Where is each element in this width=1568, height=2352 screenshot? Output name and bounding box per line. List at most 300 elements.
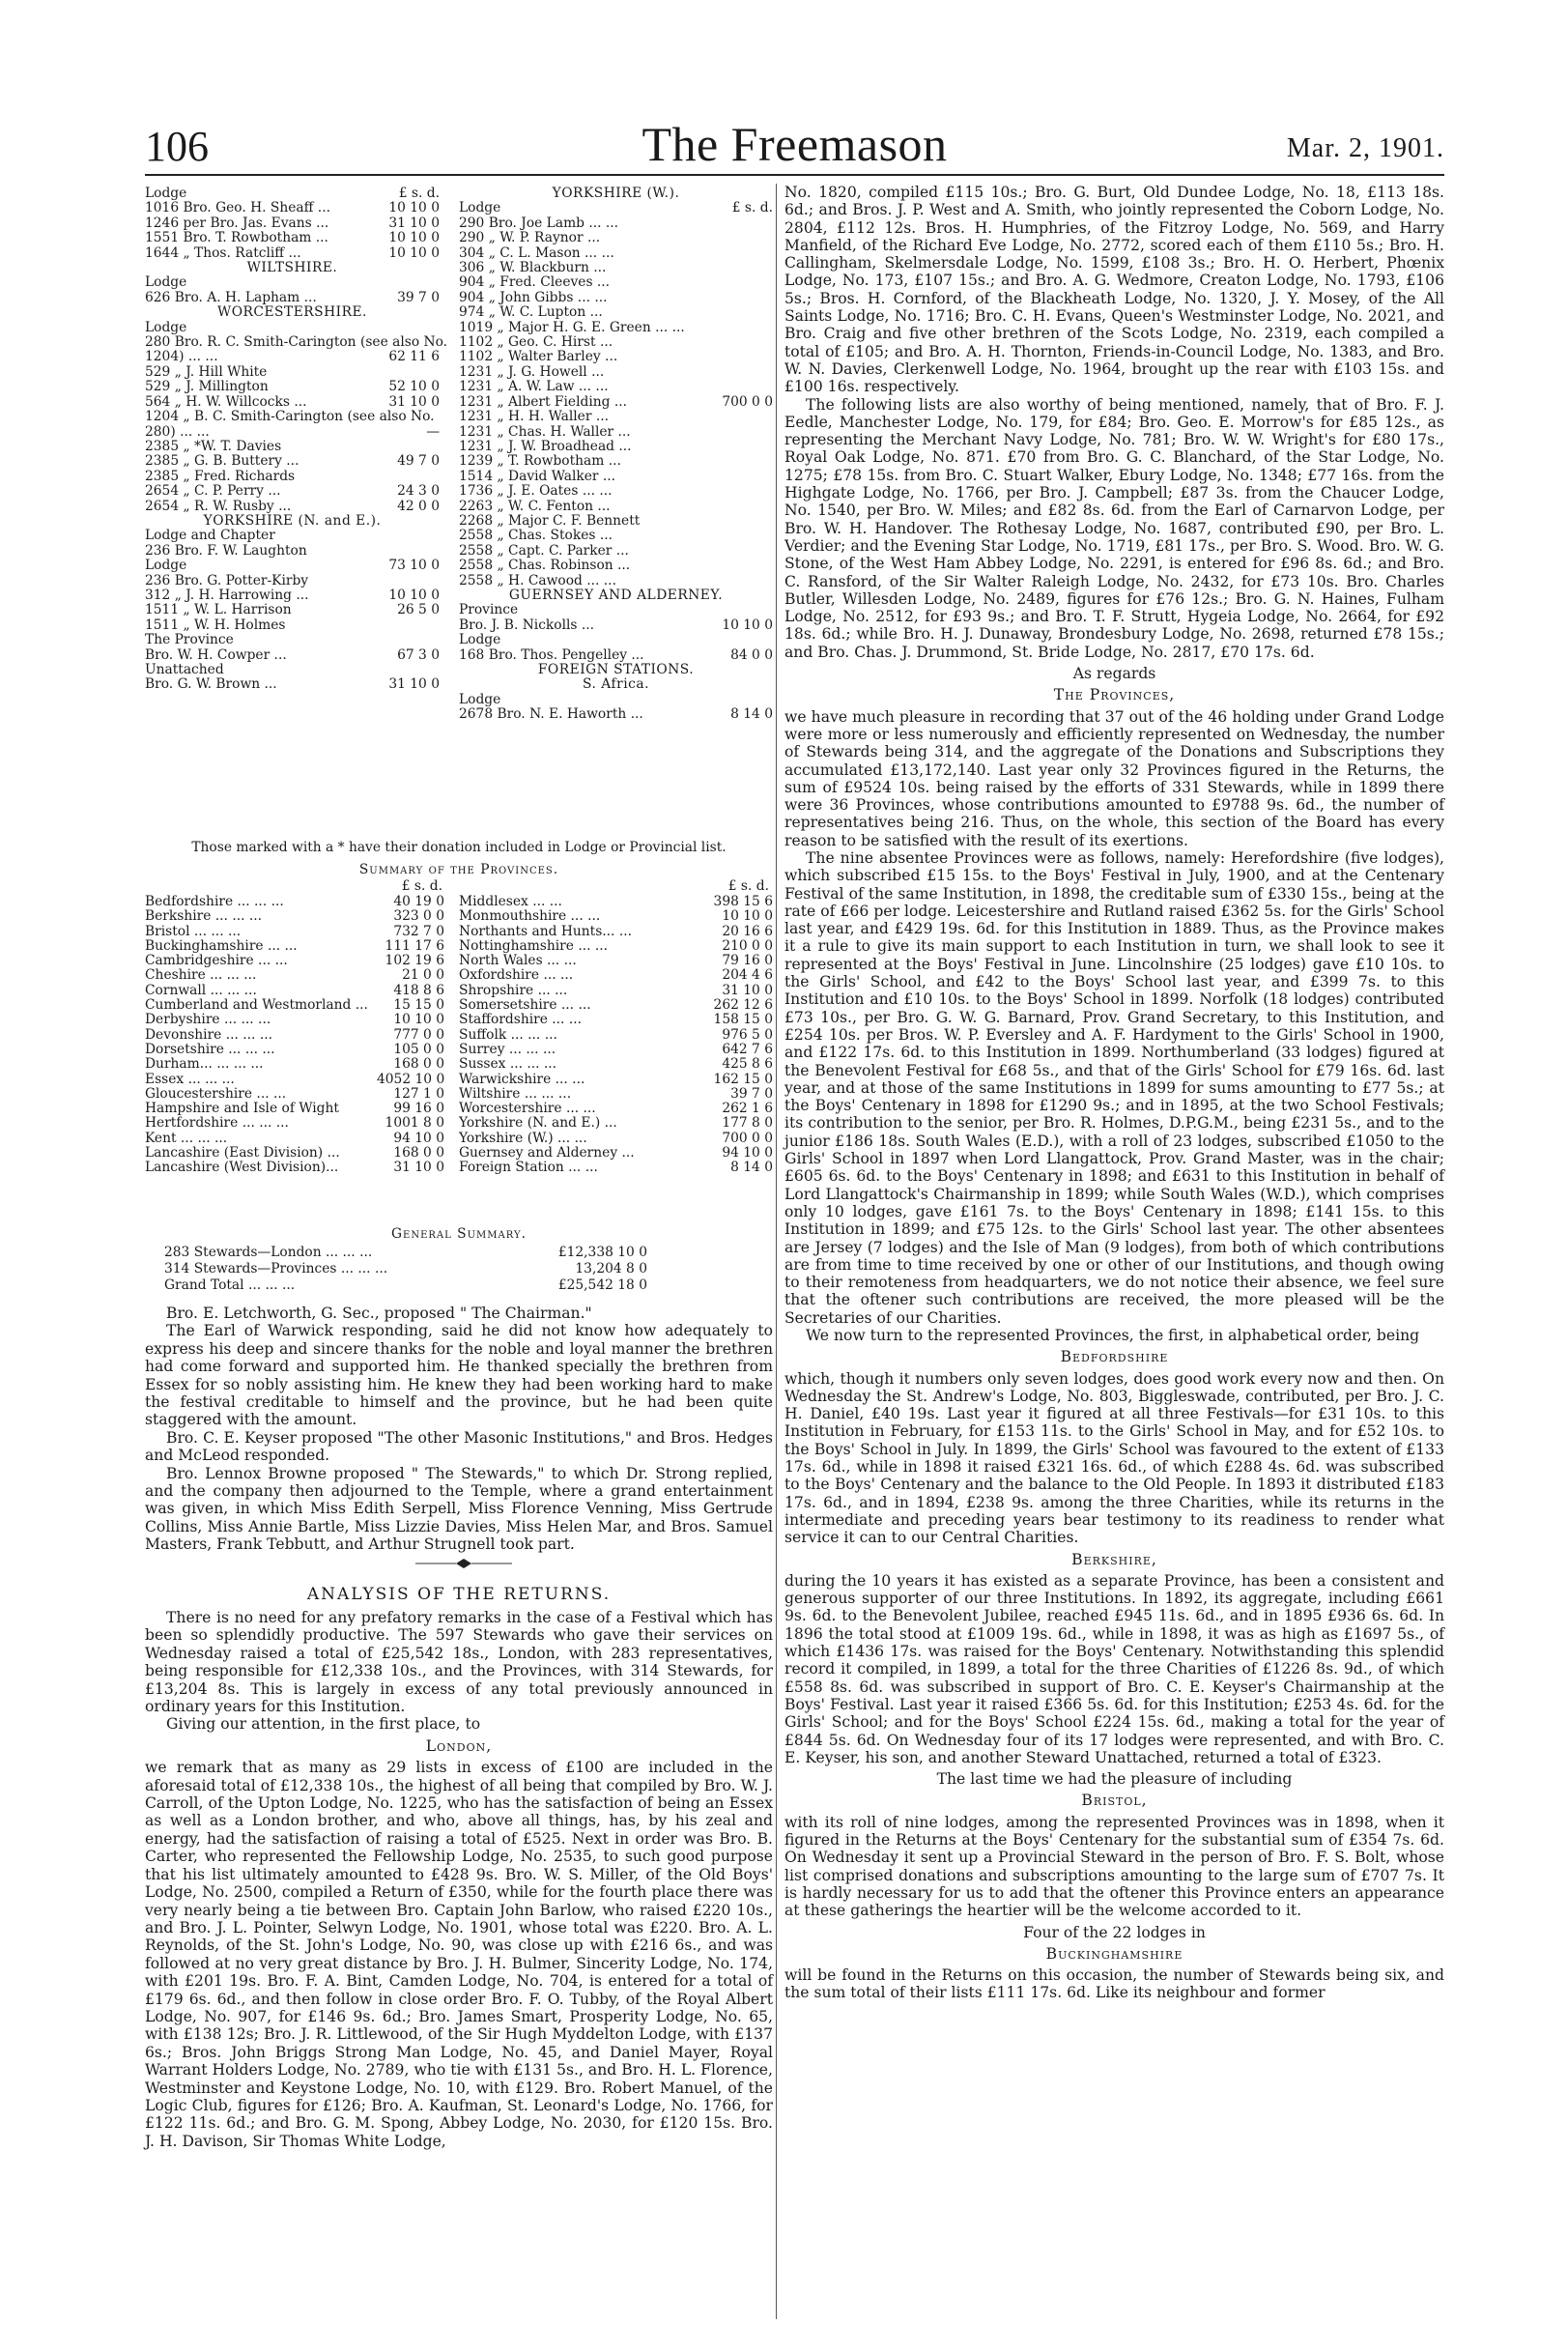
- province-summary-row: [459, 1132, 773, 1146]
- row-amount: 31 10 0: [388, 393, 440, 410]
- row-amount: [698, 425, 773, 440]
- province-summary-row: [145, 1087, 444, 1102]
- province-summary-row: [459, 1087, 773, 1102]
- list-section-heading: GUERNSEY AND ALDERNEY.: [508, 587, 724, 603]
- subheading-bedfordshire: Bedfordshire: [1060, 1348, 1169, 1366]
- row-amount: 111 17 6: [385, 937, 444, 954]
- row-label: 2268 „ Major C. F. Bennett: [459, 512, 641, 529]
- steward-row: [145, 395, 440, 410]
- row-amount: 10 10 0: [388, 230, 440, 246]
- province-summary-row: [145, 1102, 444, 1116]
- row-label: 904 „ John Gibbs ... ...: [459, 289, 608, 305]
- row-amount: [698, 246, 773, 261]
- paragraph-four-lodges: Four of the 22 lodges in: [1023, 1923, 1206, 1941]
- steward-row: [145, 365, 440, 380]
- row-label: Bro. W. H. Cowper ...: [145, 646, 287, 663]
- province-summary-row: [459, 1013, 773, 1027]
- row-label: 1019 „ Major H. G. E. Green ... ...: [459, 319, 685, 335]
- row-amount: 31 10 0: [388, 215, 440, 231]
- steward-row: [459, 201, 773, 215]
- row-amount: 62 11 6: [388, 349, 440, 365]
- paragraph-chairman-toast: Bro. E. Letchworth, G. Sec., proposed " The Chairman.": [166, 1305, 592, 1322]
- row-label: Lodge: [459, 200, 501, 216]
- province-summary-row: [145, 909, 444, 924]
- paragraph-stewards-toast: Bro. Lennox Browne proposed " The Stewards," to which Dr. Strong replied, and the company then adjourned to the Temple, where a grand entertainment was given, in which Miss Edith Serpell, Miss Florence Venning, Miss Gertrude Collins, Miss Annie Bartle, Miss Lizzie Davies, Miss Helen Mar, and Bros. Samuel Masters, Frank Tebbutt, and Arthur Strugnell took part.: [145, 1464, 773, 1554]
- steward-row: [459, 514, 773, 529]
- province-summary-row: [145, 1132, 444, 1146]
- row-amount: [364, 529, 440, 543]
- row-amount: £ s. d.: [731, 200, 773, 216]
- row-label: Oxfordshire ... ...: [459, 967, 574, 984]
- steward-row: [459, 574, 773, 588]
- row-label: Lancashire (East Division) ...: [145, 1145, 340, 1162]
- province-summary-row: [145, 1013, 444, 1027]
- row-label: 1231 „ Albert Fielding ...: [459, 393, 627, 410]
- province-summary-row: [145, 968, 444, 983]
- row-label: 1644 „ Thos. Ratcliff ...: [145, 244, 301, 261]
- row-amount: 642 7 6: [722, 1041, 773, 1057]
- row-amount: [364, 544, 440, 559]
- row-label: Cheshire ... ... ...: [145, 967, 257, 984]
- row-label: Lodge: [145, 319, 187, 335]
- row-amount: [698, 529, 773, 543]
- row-amount: [698, 544, 773, 559]
- province-summary-row: [145, 1116, 444, 1131]
- row-amount: [698, 216, 773, 231]
- row-amount: 210 0 0: [722, 937, 773, 954]
- row-label: Middlesex ... ...: [459, 894, 562, 909]
- row-label: 1102 „ Walter Barley ...: [459, 349, 618, 365]
- province-summary-row: [459, 909, 773, 924]
- steward-list-column-1: [145, 186, 448, 693]
- steward-row: [145, 186, 440, 201]
- row-label: 2385 „ G. B. Buttery ...: [145, 453, 299, 470]
- steward-row: [459, 410, 773, 424]
- row-amount: 262 1 6: [722, 1101, 773, 1117]
- steward-row: [459, 500, 773, 514]
- row-label: Province: [459, 602, 519, 618]
- general-summary-title: General Summary.: [391, 1226, 527, 1242]
- row-amount: 73 10 0: [388, 558, 440, 574]
- issue-date: Mar. 2, 1901.: [1286, 133, 1444, 163]
- row-label: 283 Stewards—London ... ... ...: [164, 1245, 373, 1260]
- row-label: 1102 „ Geo. C. Hirst ...: [459, 334, 613, 351]
- row-amount: 39 7 0: [730, 1085, 773, 1102]
- row-amount: 262 12 6: [713, 997, 773, 1014]
- row-amount: 8 14 0: [730, 706, 773, 723]
- row-amount: 425 8 6: [722, 1056, 773, 1073]
- steward-row: [145, 350, 440, 364]
- row-amount: 168 0 0: [393, 1056, 444, 1073]
- row-label: 904 „ Fred. Cleeves ...: [459, 274, 611, 291]
- row-label: Lodge: [459, 691, 501, 707]
- row-amount: [364, 633, 440, 647]
- row-amount: 168 0 0: [393, 1145, 444, 1162]
- subheading-berkshire: Berkshire,: [1071, 1550, 1157, 1568]
- steward-row: [459, 470, 773, 484]
- page-number: 106: [145, 123, 209, 170]
- summary-unit-right: £ s. d.: [727, 878, 769, 894]
- paragraph-buckinghamshire: will be found in the Returns on this occasion, the number of Stewards being six, and the sum total of their lists £111 17s. 6d. Like its neighbour and former: [784, 1966, 1444, 2002]
- steward-row: [145, 588, 440, 603]
- steward-row: [459, 707, 773, 722]
- steward-row: [459, 305, 773, 320]
- province-summary-row: [145, 1161, 444, 1175]
- row-amount: 24 3 0: [397, 483, 440, 500]
- row-label: 1551 Bro. T. Rowbotham ...: [145, 230, 328, 246]
- steward-row: [459, 321, 773, 335]
- row-label: Lodge: [459, 632, 501, 648]
- row-label: 1231 „ A. W. Law ... ...: [459, 379, 609, 395]
- row-amount: 21 0 0: [402, 967, 444, 984]
- province-summary-row: [145, 939, 444, 954]
- steward-row: [145, 633, 440, 647]
- row-label: 529 „ J. Millington: [145, 379, 269, 395]
- paragraph-first-place: Giving our attention, in the first place, to: [166, 1715, 481, 1734]
- steward-row: [145, 603, 440, 617]
- province-summary-row: [459, 1073, 773, 1087]
- row-amount: 158 15 0: [713, 1012, 773, 1028]
- row-label: Northants and Hunts... ...: [459, 923, 632, 939]
- row-label: Lancashire (West Division)...: [145, 1160, 339, 1176]
- paragraph-london-continued: No. 1820, compiled £115 10s.; Bro. G. Burt, Old Dundee Lodge, No. 18, £113 18s. 6d.; and Bros. J. P. West and A. Smith, who jointly represented the Coborn Lodge, No. 2804, £112 12s. Bros. H. Humphries, of the Fitzroy Lodge, No. 569, and Harry Manfield, of the Richard Eve Lodge, No. 2772, scored each of them £110 5s.; Bro. H. Callingham, Skelmersdale Lodge, No. 1599, £108 3s.; Bro. H. O. Herbert, Phœnix Lodge, No. 173, £107 15s.; and Bro. A. G. Wedmore, Creaton Lodge, No. 1793, £106 5s.; Bros. H. Cornford, of the Blackheath Lodge, No. 1320, J. Y. Mosey, of the All Saints Lodge, No. 1716; Bro. C. H. Evans, Queen's Westminster Lodge, No. 2021, and Bro. Craig and five other brethren of the Scots Lodge, No. 2319, each compiled a total of £105; and Bro. A. H. Thornton, Friends-in-Council Lodge, No. 1383, and Bro. W. N. Davies, Clerkenwell Lodge, No. 1964, brought up the rear with £103 15s. and £100 16s. respectively.: [784, 184, 1444, 396]
- row-amount: [698, 261, 773, 275]
- row-amount: [698, 321, 773, 335]
- steward-row: [459, 544, 773, 559]
- province-summary-row: [459, 1057, 773, 1072]
- row-amount: 177 8 0: [722, 1115, 773, 1132]
- row-amount: 323 0 0: [393, 908, 444, 925]
- column-rule: [776, 184, 777, 2319]
- steward-row: [459, 246, 773, 261]
- row-label: Lodge and Chapter: [145, 528, 275, 544]
- row-amount: [698, 470, 773, 484]
- row-label: 306 „ W. Blackburn ...: [459, 260, 607, 276]
- row-amount: 8 14 0: [730, 1160, 773, 1176]
- steward-row: [145, 410, 440, 424]
- subheading-bristol: Bristol,: [1081, 1792, 1148, 1810]
- right-column-text: [784, 184, 1444, 2002]
- list-section-heading: S. Africa.: [583, 676, 649, 693]
- summary-title: Summary of the Provinces.: [358, 862, 559, 877]
- steward-row: [459, 529, 773, 543]
- steward-row: [459, 693, 773, 707]
- row-amount: 39 7 0: [397, 289, 440, 305]
- steward-row: [145, 440, 440, 454]
- row-label: 1204) ... ...: [145, 349, 218, 365]
- steward-row: [459, 335, 773, 350]
- steward-row: [459, 365, 773, 380]
- row-amount: 700 0 0: [722, 393, 773, 410]
- steward-row: [459, 633, 773, 647]
- row-label: Shropshire ... ...: [459, 982, 568, 998]
- row-amount: 52 10 0: [388, 379, 440, 395]
- steward-row: [459, 454, 773, 469]
- paragraph-london-lists: we remark that as many as 29 lists in excess of £100 are included in the aforesaid total of £12,338 10s., the highest of all being that compiled by Bro. W. J. Carroll, of the Upton Lodge, No. 1225, who has the satisfaction of being an Essex as well as a London brother, and who, above all things, has, by his zeal and energy, had the satisfaction of raising a total of £525. Next in order was Bro. B. Carter, who represented the Fellowship Lodge, No. 2535, to such good purpose that his list ultimately amounted to £428 9s. Bro. W. S. Miller, of the Old Boys' Lodge, No. 2500, compiled a Return of £350, while for the fourth place there was very nearly being a tie between Bro. Captain John Barlow, who raised £220 10s., and Bro. J. L. Pointer, Selwyn Lodge, No. 1901, whose total was £220. Bro. A. L. Reynolds, of the St. John's Lodge, No. 90, was close up with £216 6s., and was followed at no very great distance by Bro. J. H. Bulmer, Sincerity Lodge, No. 174, with £201 19s. Bro. F. A. Bint, Camden Lodge, No. 704, is entered for a total of £179 6s. 6d., and then follow in close order Bro. F. O. Tubby, of the Royal Albert Lodge, No. 907, for £146 9s. 6d.; Bro. James Smart, Prosperity Lodge, No. 65, with £138 12s; Bro. J. R. Littlewood, of the Sir Hugh Myddelton Lodge, with £137 6s.; Bros. John Briggs Strong Man Lodge, No. 45, and Daniel Mayer, Royal Warrant Holders Lodge, No. 2789, who tie with £131 5s., and Bro. H. L. Florence, Westminster and Keystone Lodge, No. 10, with £129. Bro. Robert Manuel, of the Logic Club, figures for £126; Bro. A. Kaufman, St. Leonard's Lodge, No. 1766, for £122 11s. 6d.; and Bro. G. M. Spong, Abbey Lodge, No. 2030, for £120 15s. Bro. J. H. Davison, Sir Thomas White Lodge,: [145, 1759, 773, 2150]
- left-body-analysis: [145, 1609, 773, 2150]
- row-label: 168 Bro. Thos. Pengelley ...: [459, 646, 644, 663]
- row-amount: [698, 440, 773, 454]
- row-amount: 42 0 0: [397, 498, 440, 514]
- province-summary-row: [459, 1161, 773, 1175]
- masthead: [145, 114, 1444, 176]
- province-summary-row: [459, 984, 773, 998]
- row-label: Kent ... ... ...: [145, 1130, 228, 1146]
- row-label: The Province: [145, 632, 234, 648]
- steward-row: [459, 216, 773, 231]
- steward-row: [145, 484, 440, 499]
- row-label: 1204 „ B. C. Smith-Carington (see also No.: [145, 409, 435, 425]
- row-label: 2654 „ C. P. Perry ...: [145, 483, 281, 500]
- row-label: Lodge: [145, 558, 187, 574]
- row-amount: [364, 321, 440, 335]
- row-amount: 15 15 0: [393, 997, 444, 1014]
- row-label: Bro. G. W. Brown ...: [145, 676, 277, 693]
- row-label: 1246 per Bro. Jas. Evans ...: [145, 215, 329, 231]
- row-label: 1514 „ David Walker ...: [459, 468, 616, 484]
- paragraph-absentee-provinces: The nine absentee Provinces were as follows, namely: Herefordshire (five lodges), which subscribed £15 15s. to the Boys' Festival in July, 1900, and at the Centenary Festival of the same Institution, in 1898, the creditable sum of £330 15s., being at the rate of £66 per lodge. Leicestershire and Rutland raised £362 5s. for the Girls' School last year, and £429 19s. 6d. for this Institution in 1889. Thus, as the Province makes it a rule to give its main support to each Institution in turn, we shall look to see it represented at the Boys' Festival in June. Lincolnshire (25 lodges) gave £10 10s. to the Girls' School, and £42 to the Boys' School last year, and £399 7s. to this Institution and £10 10s. to the Boys' School in 1899. Norfolk (18 lodges) contributed £73 10s., per Bro. G. W. G. Barnard, Prov. Grand Secretary, to this Institution, and £254 10s. per Bros. W. P. Eversley and A. F. Hardyment to the Girls' School in 1900, and £122 17s. 6d. to this Institution in 1899. Northumberland (33 lodges) figured at the Benevolent Festival for £68 5s., and that of the Girls' School for £79 16s. 6d. last year, and at those of the same Institutions in 1899 for sums amounting to £77 5s.; at the Boys' Centenary in 1898 for £1290 9s.; and in 1895, at the two School Festivals; its contribution to the senior, per Bro. R. Holmes, D.P.G.M., being £231 5s., and to the junior £186 18s. South Wales (E.D.), with a roll of 23 lodges, subscribed £1050 to the Girls' School in 1897 when Lord Llangattock, Prov. Grand Master, was in the chair; £605 6s. 6d. to the Boys' Centenary in 1898; and £631 to this Institution in behalf of Lord Llangattock's Chairmanship in 1899; while South Wales (W.D.), which comprises only 10 lodges, gave £161 7s. to the Boys' Centenary in 1898; £141 15s. to this Institution in 1899; and £75 12s. to the Girls' School last year. The other absentees are Jersey (7 lodges) and the Isle of Man (9 lodges), from both of which contributions are from time to time received by one or other of our Institutions, and though owing to their remoteness from headquarters, we do not notice their absence, we feel sure that the oftener such contributions are received, the more pleased will be the Secretaries of our Charities.: [784, 848, 1444, 1327]
- row-label: 1511 „ W. H. Holmes: [145, 617, 286, 633]
- steward-row: [145, 425, 440, 440]
- paragraph-other-institutions: Bro. C. E. Keyser proposed "The other Masonic Institutions," and Bros. Hedges and McLeod responded.: [145, 1428, 773, 1465]
- province-summary-row: [145, 1073, 444, 1087]
- summary-left-column: [145, 895, 444, 1176]
- row-amount: 10 10 0: [393, 1012, 444, 1028]
- row-label: Cumberland and Westmorland ...: [145, 997, 368, 1014]
- row-amount: [698, 484, 773, 499]
- row-amount: 10 10 0: [388, 200, 440, 216]
- row-label: 290 Bro. Joe Lamb ... ...: [459, 215, 619, 231]
- steward-row: [459, 350, 773, 364]
- general-summary-row: [164, 1245, 647, 1261]
- row-label: Cambridgeshire ... ...: [145, 953, 288, 969]
- steward-row: [459, 275, 773, 290]
- paragraph-represented-provinces: We now turn to the represented Provinces, the first, in alphabetical order, being: [806, 1327, 1420, 1344]
- row-amount: [698, 500, 773, 514]
- list-section-heading: YORKSHIRE (W.).: [552, 186, 680, 201]
- row-label: Bristol ... ... ...: [145, 923, 242, 939]
- row-label: Lodge: [145, 274, 187, 291]
- list-section-heading: WORCESTERSHIRE.: [217, 304, 367, 321]
- row-label: 290 „ W. P. Raynor ...: [459, 230, 601, 246]
- row-amount: £12,338 10 0: [557, 1245, 647, 1260]
- province-summary-row: [459, 925, 773, 939]
- row-amount: [364, 663, 440, 677]
- row-label: 280) ... ...: [145, 423, 210, 440]
- row-amount: [698, 514, 773, 529]
- row-label: Staffordshire ... ...: [459, 1012, 582, 1028]
- row-amount: [698, 559, 773, 573]
- steward-row: [145, 231, 440, 245]
- row-label: Berkshire ... ... ...: [145, 908, 263, 925]
- steward-row: [145, 216, 440, 231]
- paragraph-provinces-summary: we have much pleasure in recording that 37 out of the 46 holding under Grand Lodge were more or less numerously and efficiently represented on Wednesday, the number of Stewards being 314, and the aggregate of the Donations and Subscriptions they accumulated £13,172,140. Last year only 32 Provinces figured in the Returns, the sum of £9524 10s. being raised by the efforts of 331 Stewards, while in 1899 there were 36 Provinces, whose contributions amounted to £9788 9s. 6d., the number of representatives being 216. Thus, on the whole, this section of the Board has every reason to be satisfied with the result of its exertions.: [784, 707, 1444, 849]
- row-amount: [364, 618, 440, 633]
- steward-row: [459, 291, 773, 305]
- row-label: 529 „ J. Hill White: [145, 363, 268, 380]
- row-label: Worcestershire ... ...: [459, 1101, 596, 1117]
- province-summary-row: [145, 895, 444, 909]
- row-label: 2558 „ H. Cawood ... ...: [459, 572, 616, 588]
- row-amount: [364, 365, 440, 380]
- row-label: Hampshire and Isle of Wight: [145, 1101, 339, 1117]
- province-summary-row: [145, 984, 444, 998]
- row-amount: 10 10 0: [722, 908, 773, 925]
- province-summary-row: [459, 895, 773, 909]
- row-amount: 127 1 0: [393, 1085, 444, 1102]
- left-body-top: [145, 1305, 773, 1554]
- province-summary-row: [145, 1043, 444, 1057]
- province-summary-row: [459, 1028, 773, 1043]
- province-summary-row: [145, 998, 444, 1013]
- row-amount: 732 7 0: [393, 923, 444, 939]
- row-amount: 10 10 0: [388, 587, 440, 603]
- row-amount: [698, 335, 773, 350]
- paragraph-bedfordshire: which, though it numbers only seven lodges, does good work every now and then. On Wednesday the St. Andrew's Lodge, No. 803, Biggleswade, contributed, per Bro. J. C. H. Daniel, £40 19s. Last year it figured at all three Festivals—for £31 10s. to this Institution in February, for £153 11s. to the Girls' School in May, and for £52 10s. to the Boys' School in July. In 1899, the Girls' School was favoured to the extent of £133 17s. 6d., while in 1898 it raised £321 16s. 6d., of which £288 4s. 6d. was subscribed to the Boys' Centenary and the balance to the Old People. In 1893 it distributed £183 17s. 6d., and in 1894, £238 9s. among the three Charities, while its returns in the intermediate and preceding years bear testimony to its readiness to render what service it can to our Central Charities.: [784, 1369, 1444, 1547]
- row-label: Cornwall ... ... ...: [145, 982, 257, 998]
- steward-list-column-2: [459, 186, 773, 723]
- row-amount: 102 19 6: [385, 953, 444, 969]
- row-amount: 10 10 0: [722, 617, 773, 633]
- row-label: Monmouthshire ... ...: [459, 908, 601, 925]
- row-label: Bedfordshire ... ... ...: [145, 894, 284, 909]
- steward-row: [459, 618, 773, 633]
- general-summary-row: [164, 1277, 647, 1294]
- row-amount: 26 5 0: [397, 602, 440, 618]
- row-amount: [435, 410, 440, 424]
- steward-row: [145, 500, 440, 514]
- row-amount: [698, 454, 773, 469]
- row-amount: [698, 693, 773, 707]
- row-label: Devonshire ... ... ...: [145, 1026, 272, 1043]
- row-label: 2678 Bro. N. E. Haworth ...: [459, 706, 643, 723]
- steward-row: [145, 334, 448, 351]
- row-label: Yorkshire (N. and E.) ...: [459, 1115, 617, 1132]
- steward-row: [459, 648, 773, 663]
- row-amount: [698, 633, 773, 647]
- row-label: 1231 „ J. G. Howell ...: [459, 363, 605, 380]
- steward-row: [145, 454, 440, 469]
- steward-row: [145, 321, 440, 335]
- row-label: Warwickshire ... ...: [459, 1071, 585, 1087]
- steward-row: [459, 395, 773, 410]
- row-label: Suffolk ... ... ...: [459, 1026, 557, 1043]
- row-amount: [698, 275, 773, 290]
- summary-right-column: [459, 895, 773, 1176]
- row-label: 1736 „ J. E. Oates ... ...: [459, 483, 613, 500]
- row-amount: 1001 8 0: [385, 1115, 444, 1132]
- steward-row: [459, 425, 773, 440]
- steward-row: [459, 484, 773, 499]
- row-label: Essex ... ... ...: [145, 1071, 235, 1087]
- row-amount: [698, 410, 773, 424]
- paragraph-as-regards: As regards: [1072, 665, 1156, 683]
- row-amount: 398 15 6: [713, 894, 773, 909]
- row-label: Gloucestershire ... ...: [145, 1085, 287, 1102]
- newspaper-title: The Freemason: [641, 117, 948, 171]
- steward-row: [459, 440, 773, 454]
- row-amount: [698, 603, 773, 617]
- steward-row: [145, 559, 440, 573]
- steward-row: [145, 648, 440, 663]
- row-label: 1231 „ Chas. H. Waller ...: [459, 423, 631, 440]
- row-amount: 31 10 0: [388, 676, 440, 693]
- steward-row: [145, 574, 440, 588]
- row-label: Wiltshire ... ... ...: [459, 1085, 572, 1102]
- row-amount: —: [426, 423, 440, 440]
- province-summary-row: [459, 968, 773, 983]
- row-amount: 105 0 0: [393, 1041, 444, 1057]
- row-label: Derbyshire ... ... ...: [145, 1012, 271, 1028]
- row-label: 312 „ J. H. Harrowing ...: [145, 587, 309, 603]
- row-label: Somersetshire ... ...: [459, 997, 591, 1014]
- row-label: Guernsey and Alderney ...: [459, 1145, 635, 1162]
- row-amount: 67 3 0: [397, 646, 440, 663]
- row-label: Surrey ... ... ...: [459, 1041, 556, 1057]
- row-label: 2263 „ W. C. Fenton ...: [459, 498, 611, 514]
- row-label: Buckinghamshire ... ...: [145, 937, 298, 954]
- row-amount: £ s. d.: [398, 186, 440, 201]
- row-amount: 10 10 0: [388, 244, 440, 261]
- row-label: Foreign Station ... ...: [459, 1160, 598, 1176]
- steward-row: [459, 559, 773, 573]
- row-amount: 20 16 6: [722, 923, 773, 939]
- row-label: Yorkshire (W.) ... ...: [459, 1130, 587, 1146]
- row-label: Lodge: [145, 186, 187, 201]
- section-divider-ornament: [415, 1558, 512, 1569]
- row-amount: 976 5 0: [722, 1026, 773, 1043]
- row-label: 236 Bro. F. W. Laughton: [145, 542, 307, 559]
- province-summary-row: [459, 954, 773, 968]
- list-section-heading: FOREIGN STATIONS.: [537, 662, 695, 677]
- row-amount: 94 10 0: [393, 1130, 444, 1146]
- subheading-buckinghamshire: Buckinghamshire: [1045, 1944, 1183, 1963]
- row-amount: [364, 470, 440, 484]
- steward-row: [145, 275, 440, 290]
- row-label: 2385 „ Fred. Richards: [145, 468, 296, 484]
- row-label: 1231 „ H. H. Waller ...: [459, 409, 609, 425]
- steward-row: [145, 291, 440, 305]
- row-label: 1016 Bro. Geo. H. Sheaff ...: [145, 200, 330, 216]
- province-summary-row: [145, 1028, 444, 1043]
- row-amount: 99 16 0: [393, 1101, 444, 1117]
- steward-row: [145, 529, 440, 543]
- steward-row: [145, 380, 440, 394]
- row-amount: [698, 305, 773, 320]
- row-label: 236 Bro. G. Potter-Kirby: [145, 572, 309, 588]
- steward-row: [145, 544, 440, 559]
- analysis-heading: ANALYSIS OF THE RETURNS.: [306, 1585, 612, 1604]
- row-amount: 84 0 0: [730, 646, 773, 663]
- row-label: 974 „ W. C. Lupton ...: [459, 304, 603, 321]
- row-label: Unattached: [145, 662, 224, 677]
- row-label: 2654 „ R. W. Rusby ...: [145, 498, 292, 514]
- province-summary-row: [459, 1043, 773, 1057]
- row-label: 1511 „ W. L. Harrison: [145, 602, 292, 618]
- row-label: 304 „ C. L. Mason ... ...: [459, 244, 614, 261]
- subheading-london: London,: [425, 1736, 493, 1755]
- paragraph-berkshire: during the 10 years it has existed as a separate Province, has been a consistent and generous supporter of our three Institutions. In 1892, its aggregate, including £661 9s. 6d. to the Benevolent Jubilee, reached £945 11s. 6d., and in 1895 £936 6s. 6d. In 1896 the total stood at £1009 19s. 6d., while in 1898, it was as high as £1697 5s., of which £1436 17s. was raised for the Boys' Centenary. Notwithstanding this splendid record it compiled, in 1899, a total for the three Charities of £1226 8s. 9d., of which £558 8s. 6d. was subscribed in support of Bro. C. E. Keyser's Chairmanship at the Boys' Festival. Last year it raised £366 5s. 6d. for this Institution; £253 4s. 6d. for the Girls' School; and for the Boys' School £224 15s. 6d., making a total for the year of £844 5s. 6d. On Wednesday four of its 17 lodges were represented, and with Bro. C. E. Keyser, his son, and another Steward Unattached, returned a total of £323.: [784, 1571, 1444, 1766]
- steward-row: [145, 470, 440, 484]
- row-label: 1239 „ T. Rowbotham ...: [459, 453, 621, 470]
- steward-row: [145, 246, 440, 261]
- province-summary-row: [145, 925, 444, 939]
- row-amount: 94 10 0: [722, 1145, 773, 1162]
- donation-note: Those marked with a * have their donation included in Lodge or Provincial list.: [191, 840, 727, 855]
- row-label: 314 Stewards—Provinces ... ... ...: [164, 1261, 388, 1276]
- row-amount: 79 16 0: [722, 953, 773, 969]
- row-amount: 13,204 8 0: [575, 1261, 647, 1276]
